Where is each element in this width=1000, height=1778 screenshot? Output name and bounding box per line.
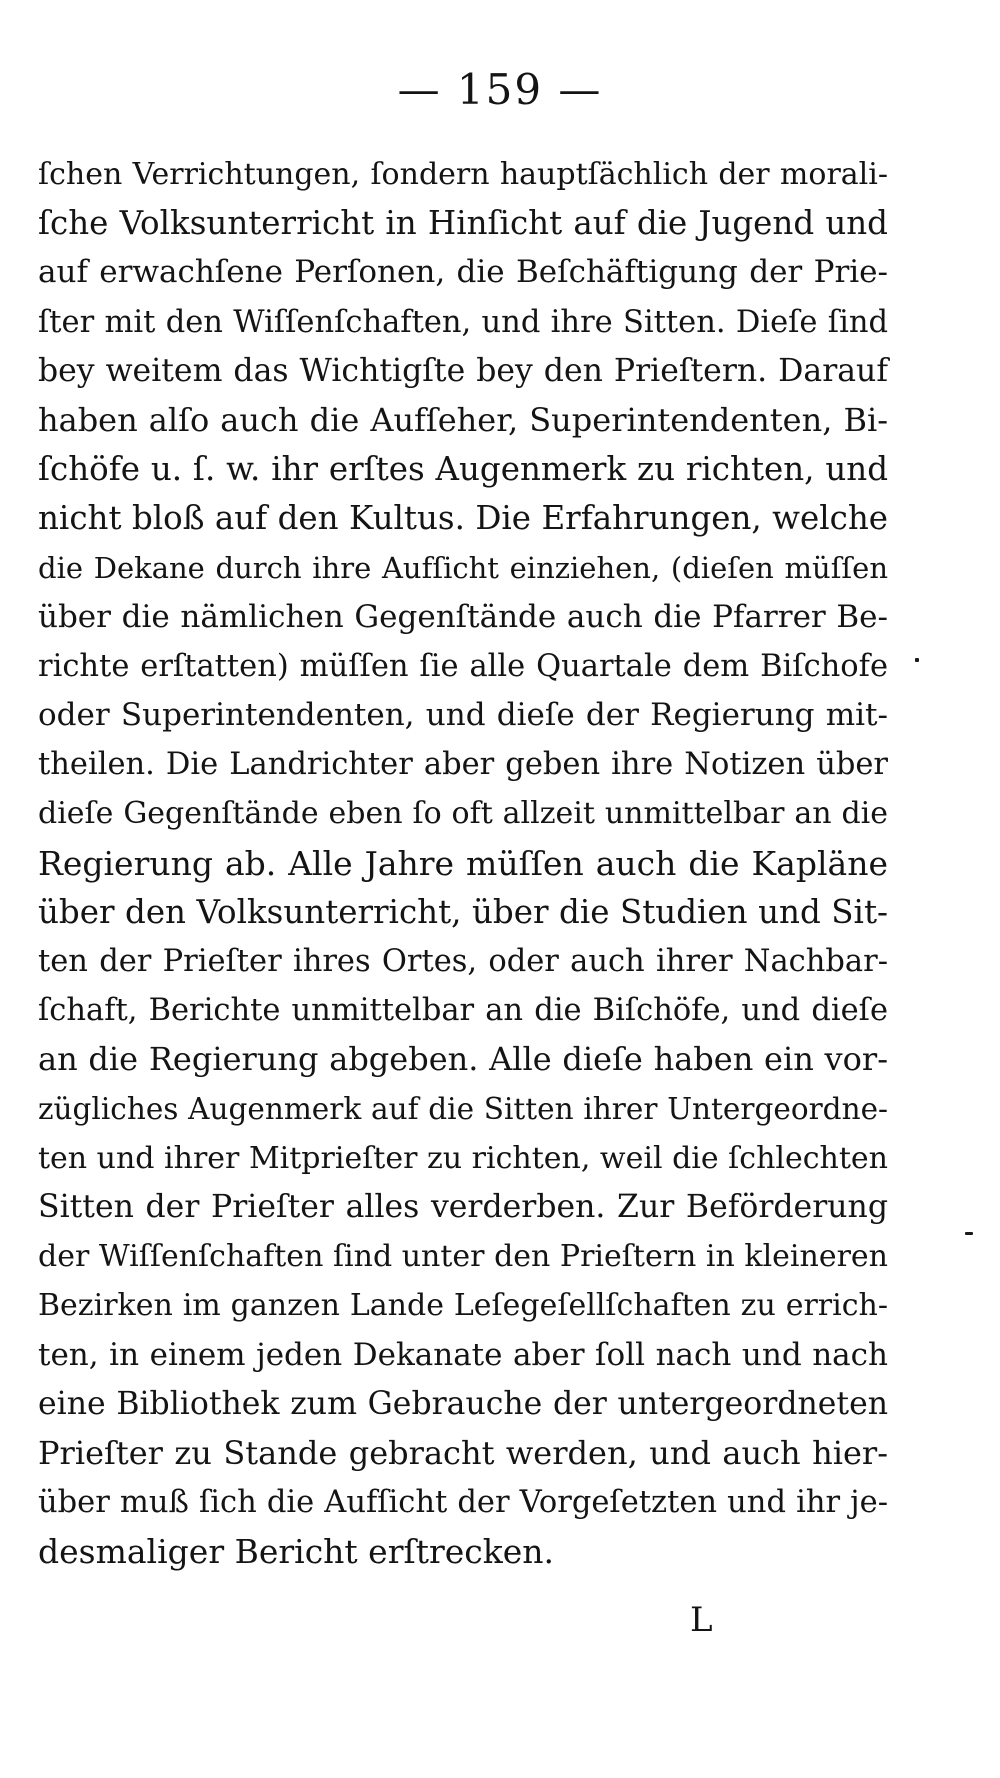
- text-line: auf erwachſene Perſonen, die Beſchäftigung der Prie-: [38, 254, 888, 291]
- body-text: [38, 150, 888, 1576]
- text-line: theilen. Die Landrichter aber geben ihre Notizen über: [38, 747, 888, 783]
- text-line: der Wiſſenſchaften ſind unter den Prieſtern in kleineren: [38, 1239, 888, 1275]
- text-line: an die Regierung abgeben. Alle dieſe haben ein vor-: [38, 1040, 888, 1079]
- text-line: eine Bibliothek zum Gebrauche der untergeordneten: [38, 1385, 888, 1422]
- text-line: ten und ihrer Mitprieſter zu richten, weil die ſchlechten: [38, 1140, 888, 1176]
- ink-speck: [965, 1232, 973, 1235]
- text-line: über muß ſich die Aufſicht der Vorgeſetzten und ihr je-: [38, 1485, 888, 1521]
- text-line: ten, in einem jeden Dekanate aber ſoll nach und nach: [38, 1336, 888, 1373]
- text-line: ten der Prieſter ihres Ortes, oder auch ihrer Nachbar-: [38, 944, 888, 979]
- text-line: ſter mit den Wiſſenſchaften, und ihre Sitten. Dieſe ſind: [38, 304, 888, 340]
- text-line: haben alſo auch die Aufſeher, Superintendenten, Bi-: [38, 400, 888, 439]
- text-line: die Dekane durch ihre Aufſicht einziehen, (dieſen müſſen: [38, 550, 888, 585]
- page-number-header: — 159 —: [397, 65, 603, 114]
- text-line-last: desmaliger Bericht erſtrecken.: [38, 1532, 555, 1572]
- text-line: Bezirken im ganzen Lande Leſegeſellſchaften zu errich-: [38, 1288, 888, 1324]
- text-line: dieſe Gegenſtände eben ſo oft allzeit unmittelbar an die: [38, 796, 888, 832]
- text-line: ſche Volksunterricht in Hinſicht auf die Jugend und: [38, 204, 888, 243]
- text-line: nicht bloß auf den Kultus. Die Erfahrungen, welche: [38, 499, 888, 538]
- text-line: Regierung ab. Alle Jahre müſſen auch die Kapläne: [38, 843, 888, 883]
- text-line: Sitten der Prieſter alles verderben. Zur Beförderung: [38, 1188, 888, 1225]
- ink-speck: [915, 658, 919, 662]
- text-line: ſchen Verrichtungen, ſondern hauptſächlich der morali-: [38, 157, 888, 192]
- text-line: richte erſtatten) müſſen ſie alle Quartale dem Biſchofe: [38, 648, 888, 684]
- text-line: Prieſter zu Stande gebracht werden, und auch hier-: [38, 1433, 888, 1472]
- text-line: bey weitem das Wichtigſte bey den Prieſtern. Darauf: [38, 352, 888, 389]
- text-line: oder Superintendenten, und dieſe der Regierung mit-: [38, 697, 888, 734]
- catchword: L: [690, 1600, 713, 1640]
- text-line: ſchaft, Berichte unmittelbar an die Biſchöfe, und dieſe: [38, 993, 888, 1029]
- text-line: über die nämlichen Gegenſtände auch die Pfarrer Be-: [38, 598, 888, 635]
- text-line: ſchöfe u. ſ. w. ihr erſtes Augenmerk zu richten, und: [38, 450, 888, 489]
- text-line: zügliches Augenmerk auf die Sitten ihrer Untergeordne-: [38, 1091, 888, 1126]
- text-line: über den Volksunterricht, über die Studien und Sit-: [38, 892, 888, 931]
